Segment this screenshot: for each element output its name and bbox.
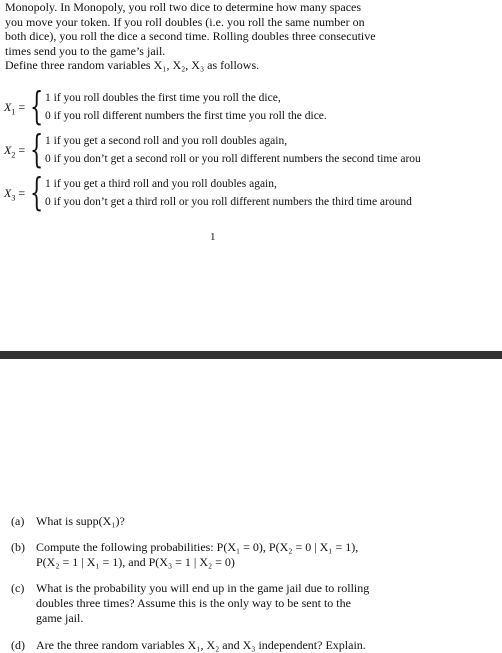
question-line: Compute the following probabilities: P(X₁ = 0), P(X₂ = 0 | X₁ = 1), xyxy=(36,540,359,554)
intro-line: you move your token. If you roll doubles (i.e. you roll the same number on xyxy=(5,14,365,29)
question-label: (b) xyxy=(11,540,25,554)
intro-line: Monopoly. In Monopoly, you roll two dice to determine how many spaces xyxy=(5,0,362,14)
definition-x3 xyxy=(4,170,502,215)
page-number: 1 xyxy=(210,231,216,243)
variable-symbol: X xyxy=(4,100,12,114)
question-line: P(X₂ = 1 | X₁ = 1), and P(X₃ = 1 | X₂ = 0) xyxy=(36,555,235,569)
question-line: doubles three times? Assume this is the only way to be sent to the xyxy=(36,596,351,610)
question-text xyxy=(36,638,431,653)
left-brace-icon: { xyxy=(30,84,44,128)
problem-intro xyxy=(5,0,429,73)
question-line: Are the three random variables X₁, X₂ and X₃ independent? Explain. xyxy=(36,638,366,652)
variable-subscript: 3 xyxy=(11,193,16,203)
case-one: 1 if you roll doubles the first time you roll the dice, xyxy=(45,92,281,104)
variable-x2: $X_2$ = xyxy=(4,143,26,160)
variable-subscript: 2 xyxy=(11,150,16,160)
question-label: (d) xyxy=(11,638,25,652)
variable-symbol: X xyxy=(4,186,12,200)
question-line: What is the probability you will end up in the game jail due to rolling xyxy=(36,581,370,595)
case-zero: 0 if you roll different numbers the first time you roll the dice. xyxy=(45,110,327,122)
definition-x2 xyxy=(4,127,502,172)
question-label: (c) xyxy=(11,581,25,595)
case-zero: 0 if you don’t get a second roll or you roll different numbers the second time arou xyxy=(45,153,421,165)
question-text xyxy=(36,581,431,626)
definition-x1 xyxy=(4,84,502,129)
variable-x3: $X_3$ = xyxy=(4,186,26,203)
left-brace-icon: { xyxy=(30,127,44,171)
question-line: game jail. xyxy=(36,611,84,625)
case-one: 1 if you get a second roll and you roll doubles again, xyxy=(45,135,288,147)
intro-line: Define three random variables X₁, X₂, X₃ as follows. xyxy=(5,58,260,72)
page-divider xyxy=(0,351,502,359)
case-zero: 0 if you don’t get a third roll or you roll different numbers the third time around xyxy=(45,196,412,208)
variable-subscript: 1 xyxy=(11,107,16,117)
intro-line: both dice), you roll the dice a second time. Rolling doubles three consecutive xyxy=(5,29,376,43)
question-label: (a) xyxy=(11,514,25,528)
question-line: What is supp(X₁)? xyxy=(36,514,125,528)
variable-x1: $X_1$ = xyxy=(4,100,26,117)
page-two xyxy=(0,359,502,653)
case-one: 1 if you get a third roll and you roll doubles again, xyxy=(45,178,277,190)
question-text xyxy=(36,514,431,529)
variable-symbol: X xyxy=(4,143,12,157)
intro-line: times send you to the game’s jail. xyxy=(5,43,166,58)
left-brace-icon: { xyxy=(30,170,44,214)
question-text xyxy=(36,540,431,570)
